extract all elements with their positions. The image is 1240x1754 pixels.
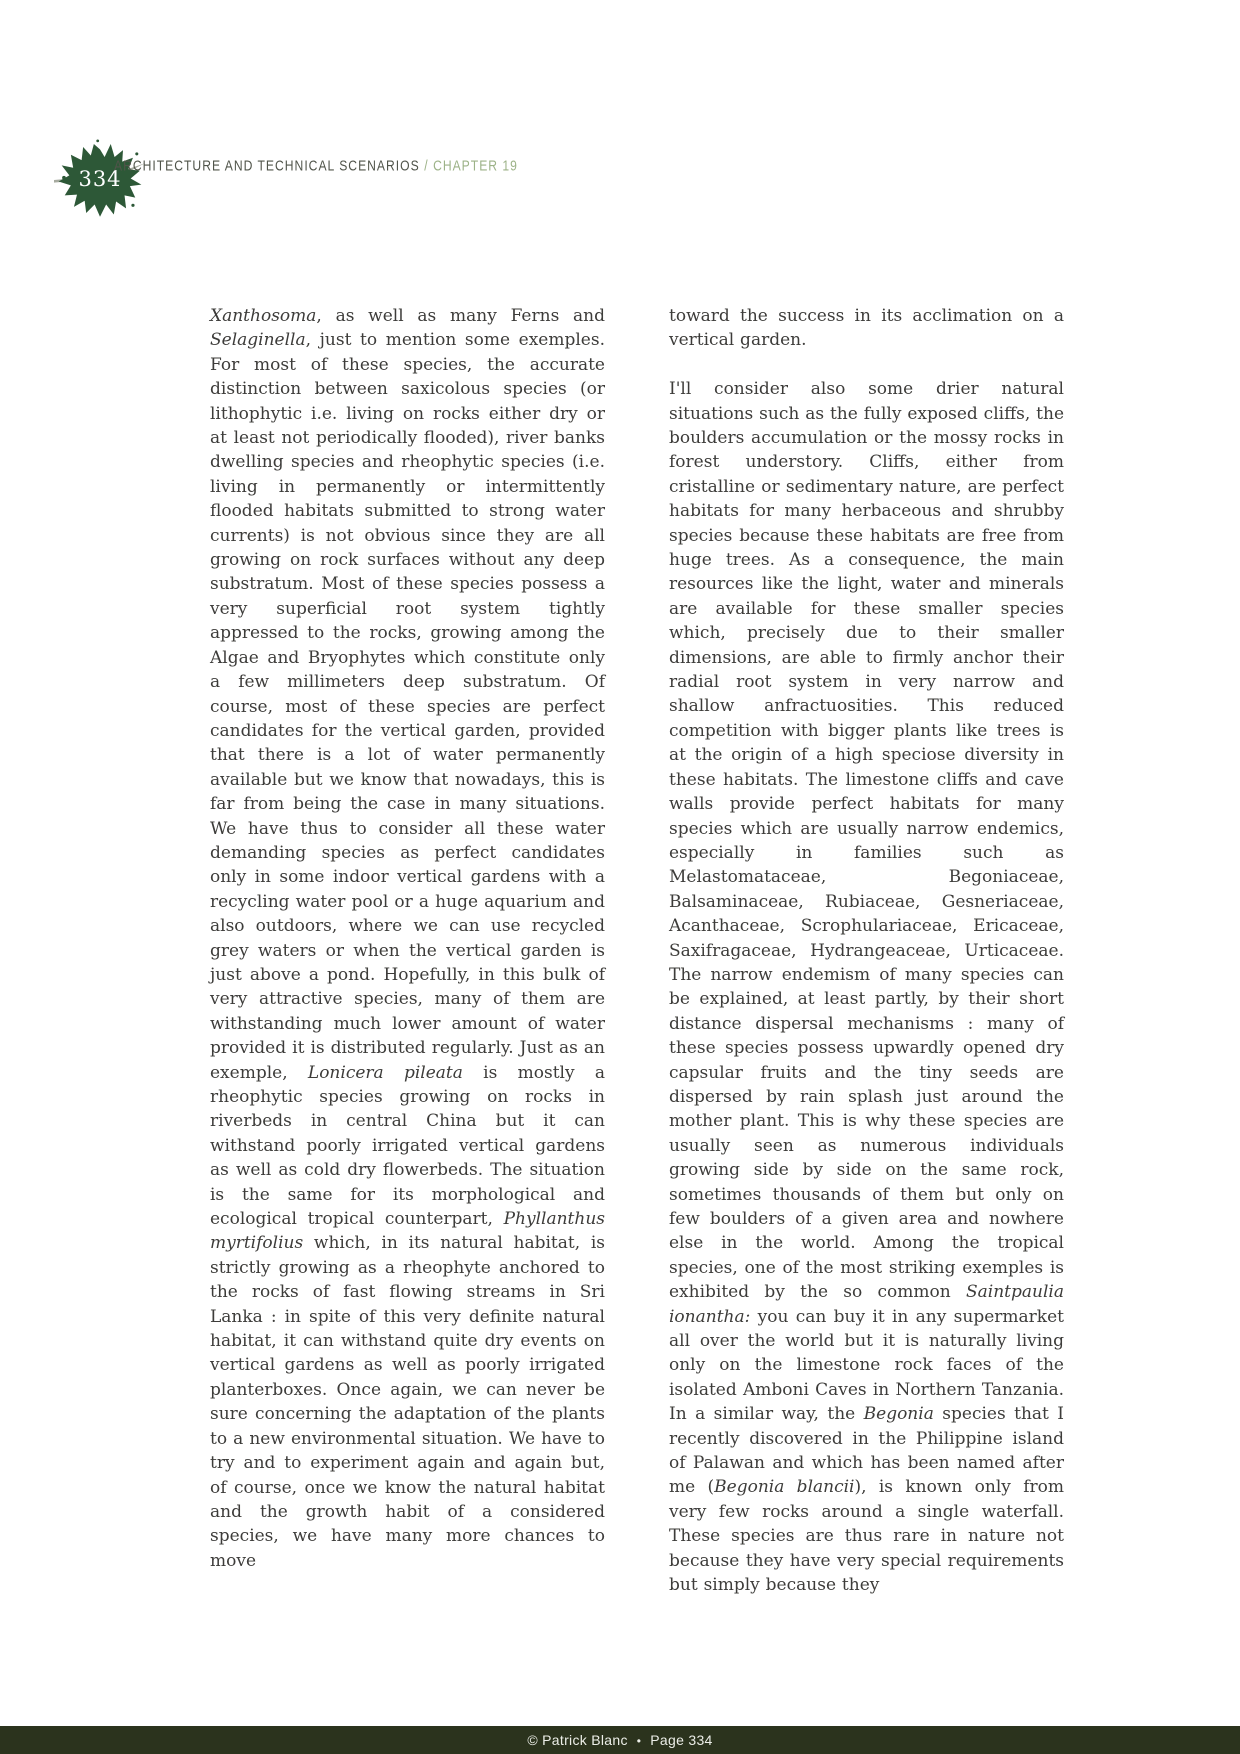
page-footer [0,1726,1240,1754]
right-column [669,304,1064,1598]
text-run: , as well as many Ferns and [316,306,605,326]
paragraph [669,304,1064,353]
paragraph [669,377,1064,1597]
section-title: ARCHITECTURE AND TECHNICAL SCENARIOS [114,157,420,174]
species-name-italic: Begonia [863,1404,934,1425]
page-number: 334 [78,167,122,192]
species-name-italic: Selaginella [210,330,306,351]
chapter-label: CHAPTER 19 [433,157,518,174]
section-separator: / [424,157,429,174]
species-name-italic: Begonia blancii [714,1477,855,1498]
text-run: toward the success in its acclimation on a vertical garden. [669,306,1064,351]
text-run: I'll consider also some drier natural situations such as the fully exposed cliffs, the boulders accumulation or the mossy rocks in forest understory. Cliffs, either from cristalline or sedimentary nature, are perfect habitats for many herbaceous and shrubby species because these habitats are free from huge trees. As a consequence, the main resources like the light, water and minerals are available for these smaller species which, precisely due to their smaller dimensions, are able to firmly anchor their radial root system in very narrow and shallow anfractuosities. This reduced competition with bigger plants like trees is at the origin of a high speciose diversity in these habitats. The limestone cliffs and cave walls provide perfect habitats for many species which are usually narrow endemics, especially in families such as Melastomataceae, Begoniaceae, Balsaminaceae, Rubiaceae, Gesneriaceae, Acanthaceae, Scrophulariaceae, Ericaceae, Saxifragaceae, Hydrangeaceae, Urticaceae. The narrow endemism of many species can be explained, at least partly, by their short distance dispersal mechanisms : many of these species possess upwardly opened dry capsular fruits and the tiny seeds are dispersed by rain splash just around the mother plant. This is why these species are usually seen as numerous individuals growing side by side on the same rock, sometimes thousands of them but only on few boulders of a given area and nowhere else in the world. Among the tropical species, one of the most striking exemples is exhibited by the so common [669,379,1065,1303]
text-run: is mostly a rheophytic species growing on rocks in riverbeds in central China but it can withstand poorly irrigated vertical gardens as well as cold dry flowerbeds. The situation is the same for its morphological and ecological tropical counterpart, [210,1062,605,1230]
text-run: which, in its natural habitat, is strictly growing as a rheophyte anchored to the rocks of fast flowing streams in Sri Lanka : in spite of this very definite natural habitat, it can withstand quite dry events on vertical gardens as well as poorly irrigated planterboxes. Once again, we can never be sure concerning the adaptation of the plants to a new environmental situation. We have to try and to experiment again and again but, of course, once we know the natural habitat and the growth habit of a considered species, we have many more chances to move [210,1233,605,1571]
left-column [210,304,605,1598]
footer-page-label: Page 334 [650,1732,713,1748]
running-head [114,157,518,174]
page-number-splat [54,134,146,226]
paragraph [210,304,605,1573]
text-run: ), is known only from very few rocks around a single waterfall. These species are thus rare in nature not because they have very special requirements but simply because they [669,1477,1064,1596]
text-block [210,304,1064,1598]
text-run: you can buy it in any supermarket all over the world but it is naturally living only on the limestone rock faces of the isolated Amboni Caves in Northern Tanzania. In a similar way, the [669,1306,1064,1425]
text-run: , just to mention some exemples. For most of these species, the accurate distinction between saxicolous species (or lithophytic i.e. living on rocks either dry or at least not periodically flooded), river banks dwelling species and rheophytic species (i.e. living in permanently or intermittently flooded habitats submitted to strong water currents) is not obvious since they are all growing on rock surfaces without any deep substratum. Most of these species possess a very superficial root system tightly appressed to the rocks, growing among the Algae and Bryophytes which constitute only a few millimeters deep substratum. Of course, most of these species are perfect candidates for the vertical garden, provided that there is a lot of water permanently available but we know that nowadays, this is far from being the case in many situations. We have thus to consider all these water demanding species as perfect candidates only in some indoor vertical gardens with a recycling water pool or a huge aquarium and also outdoors, where we can use recycled grey waters or when the vertical garden is just above a pond. Hopefully, in this bulk of very attractive species, many of them are withstanding much lower amount of water provided it is distributed regularly. Just as an exemple, [210,330,605,1083]
text-run: species that I recently discovered in the Philippine island of Palawan and which has been named after me ( [669,1404,1064,1498]
species-name-italic: Xanthosoma [210,306,317,326]
page-header [52,134,652,226]
species-name-italic: Saintpaulia ionantha: [669,1282,1064,1327]
species-name-italic: Lonicera pileata [307,1062,463,1083]
footer-bullet: • [636,1733,642,1748]
species-name-italic: Phyllanthus myrtifolius [210,1209,605,1254]
footer-credit: © Patrick Blanc [527,1732,628,1748]
